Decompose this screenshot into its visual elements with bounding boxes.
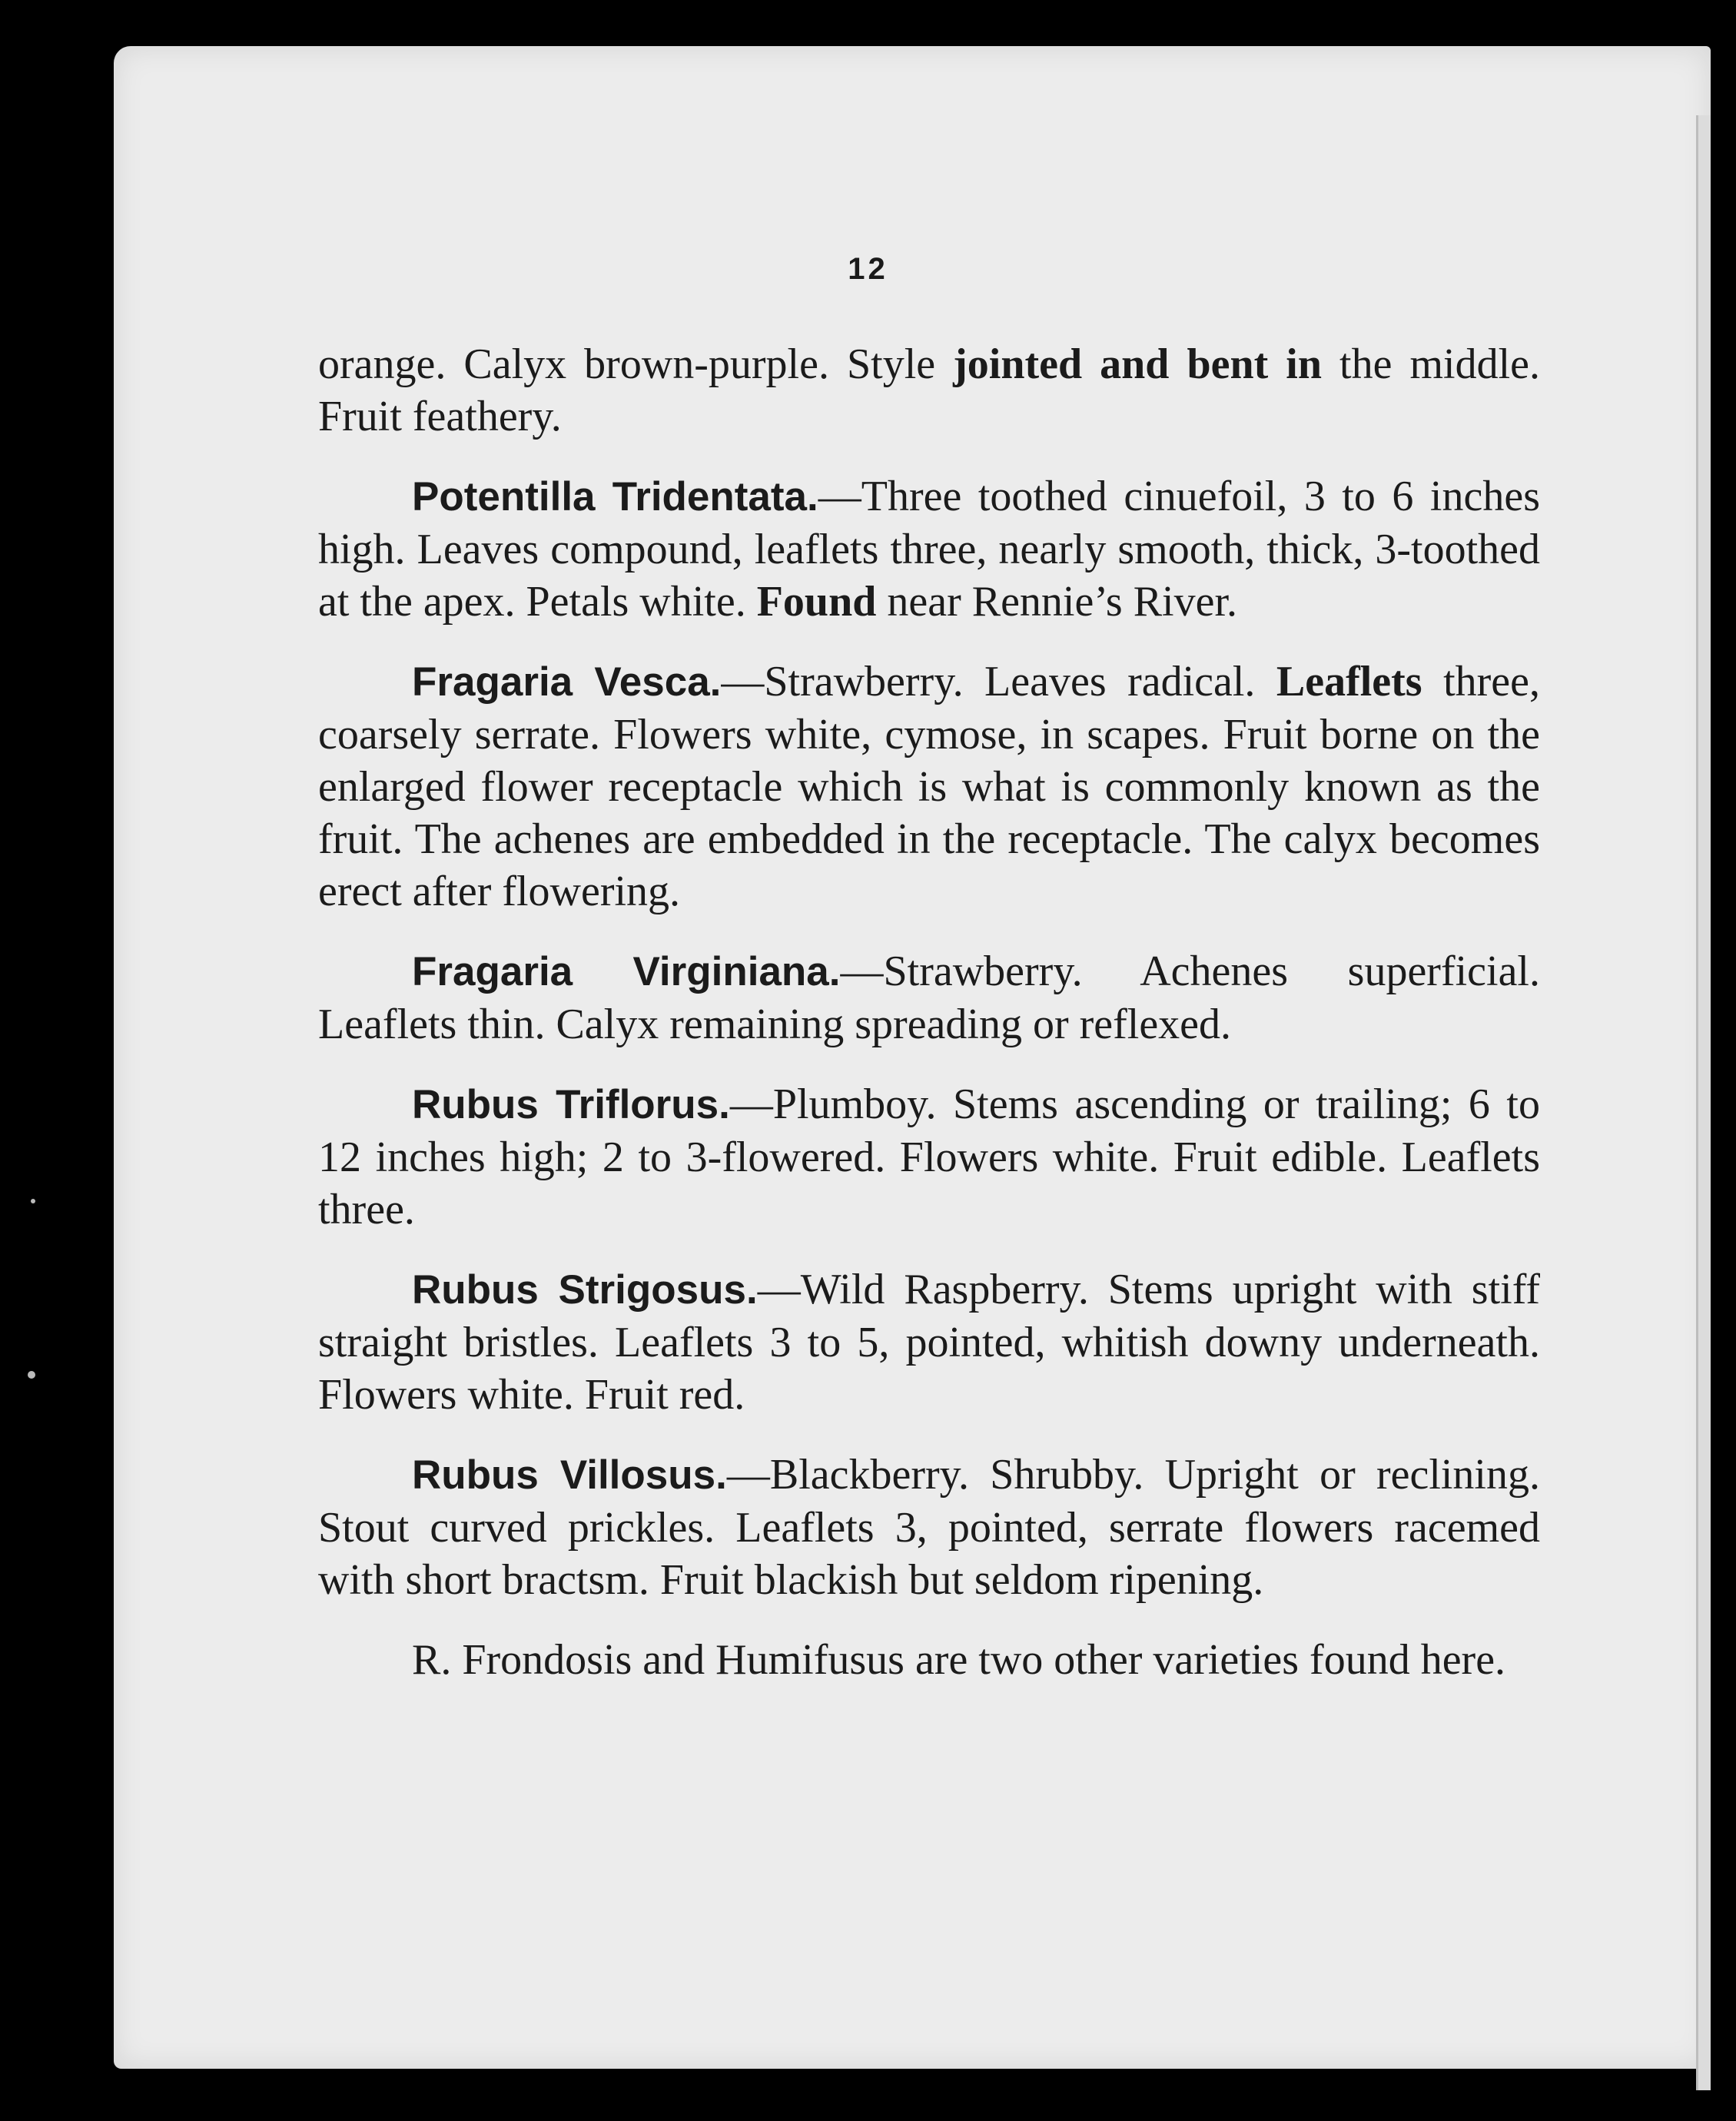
species-description: —Plumboy. Stems ascending or trailing; 6 to 12 inches high; 2 to 3-flowered. Flowers white. Fruit edible. Leaflets three. bbox=[318, 1080, 1540, 1233]
page-number: 12 bbox=[848, 252, 888, 286]
paragraph-text: orange. Calyx brown-purple. Style bbox=[318, 340, 954, 388]
entry-potentilla-tridentata bbox=[318, 470, 1540, 628]
entry-rubus-villosus bbox=[318, 1449, 1540, 1606]
paragraph-continued bbox=[318, 338, 1540, 443]
species-description: three, coarsely serrate. Flowers white, cymose, in scapes. Fruit borne on the enlarged flower receptacle which is what is commonly known as the fruit. The achenes are embedded in the receptacle. The calyx becomes erect after flowering. bbox=[318, 658, 1540, 915]
paragraph-text: the middle. Fruit feathery. bbox=[318, 340, 1540, 440]
species-name: Fragaria Virginiana. bbox=[412, 949, 841, 994]
page-edge-shadow bbox=[1696, 115, 1711, 2090]
species-name: Rubus Villosus. bbox=[412, 1452, 727, 1498]
dust-speck bbox=[28, 1371, 35, 1379]
species-description: —Strawberry. Leaves radical. bbox=[721, 658, 1276, 705]
page-body bbox=[318, 338, 1540, 1714]
entry-rubus-strigosus bbox=[318, 1263, 1540, 1421]
species-description-bold: Found bbox=[756, 578, 877, 626]
paragraph-bold-text: jointed and bent in bbox=[953, 340, 1322, 388]
species-description-bold: Leaflets bbox=[1276, 658, 1422, 705]
closing-note-text: R. Frondosis and Humifusus are two other varieties found here. bbox=[412, 1636, 1506, 1684]
species-name: Potentilla Tridentata. bbox=[412, 474, 818, 519]
entry-fragaria-virginiana bbox=[318, 945, 1540, 1051]
entry-rubus-triflorus bbox=[318, 1078, 1540, 1236]
species-name: Rubus Triflorus. bbox=[412, 1082, 730, 1127]
species-name: Rubus Strigosus. bbox=[412, 1267, 758, 1313]
species-name: Fragaria Vesca. bbox=[412, 659, 722, 705]
species-description: —Blackberry. Shrubby. Upright or reclining. Stout curved prickles. Leaflets 3, pointed, serrate flowers racemed with short bractsm. Fruit blackish but seldom ripening. bbox=[318, 1451, 1540, 1604]
species-description: —Three toothed cinuefoil, 3 to 6 inches high. Leaves compound, leaflets three, nearly smooth, thick, 3-toothed at the apex. Petals white. bbox=[318, 473, 1540, 626]
closing-note bbox=[318, 1634, 1540, 1686]
species-description: —Strawberry. Achenes superficial. Leaflets thin. Calyx remaining spreading or reflexed. bbox=[318, 948, 1540, 1048]
species-description: —Wild Raspberry. Stems upright with stiff straight bristles. Leaflets 3 to 5, pointed, whitish downy underneath. Flowers white. Fruit red. bbox=[318, 1266, 1540, 1419]
dust-speck bbox=[31, 1199, 35, 1203]
entry-fragaria-vesca bbox=[318, 656, 1540, 918]
species-description: near Rennie’s River. bbox=[876, 578, 1238, 626]
